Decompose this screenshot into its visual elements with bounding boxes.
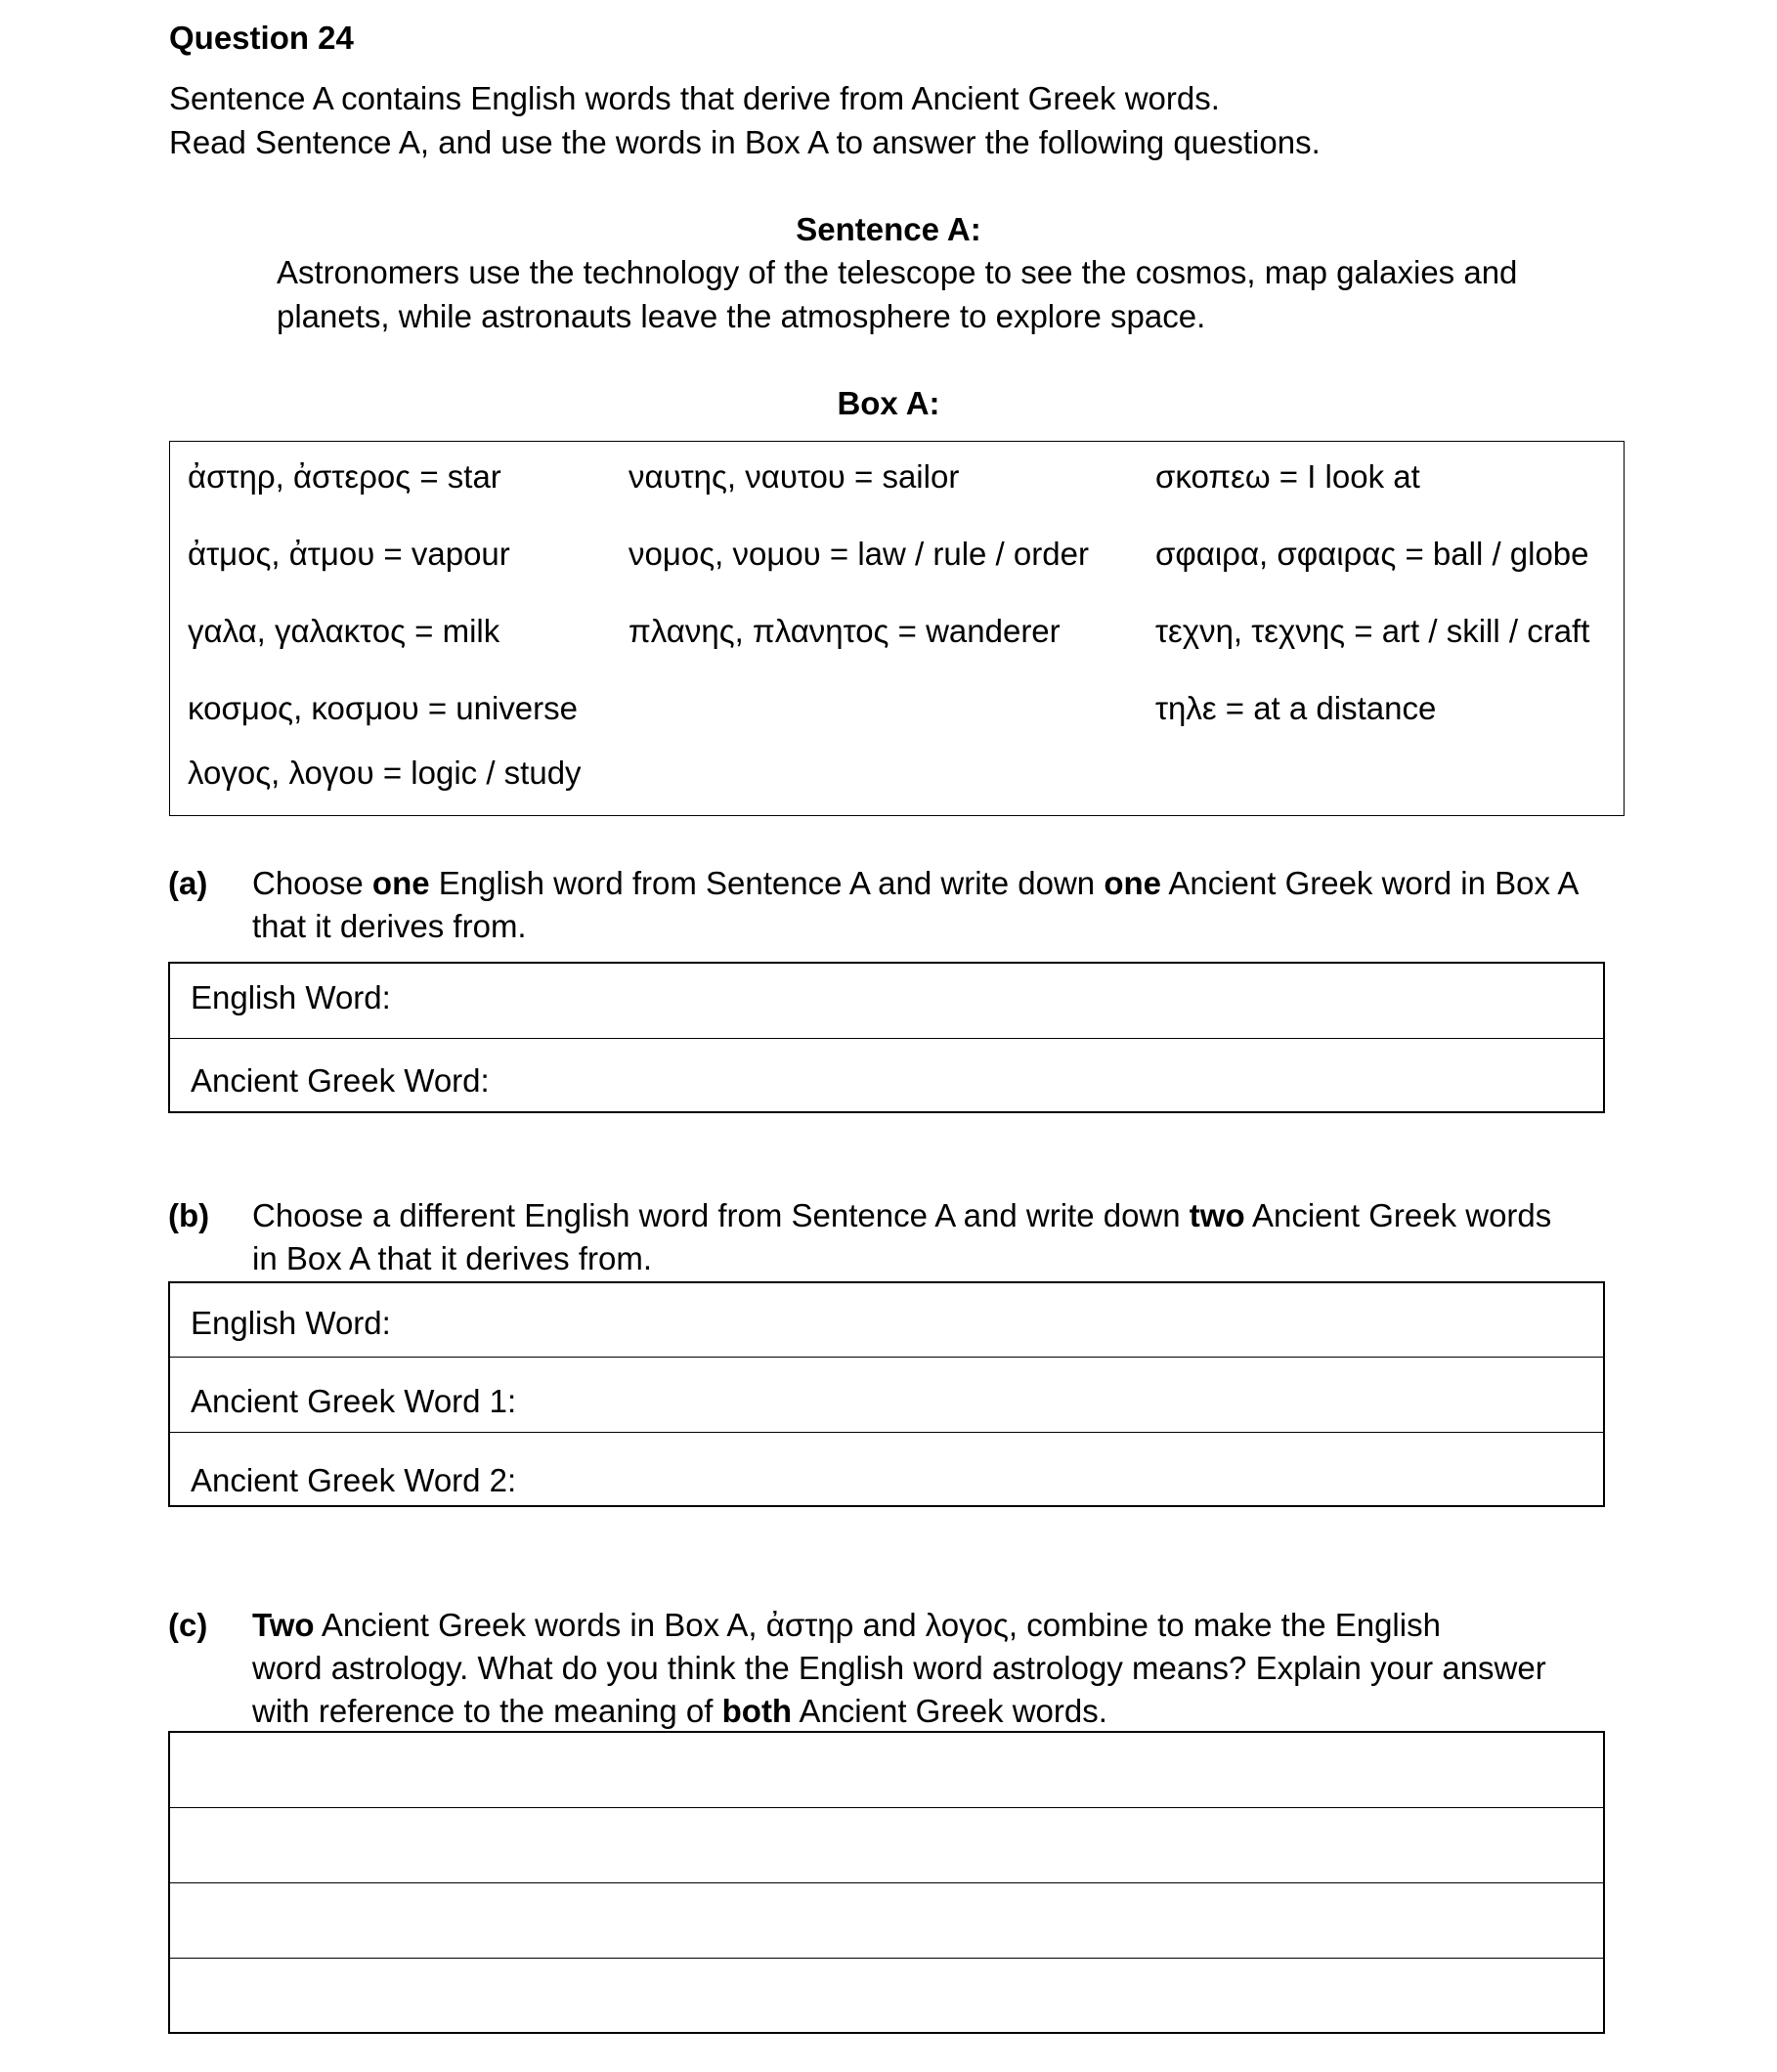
part-b-english-word-row[interactable] xyxy=(170,1283,1603,1358)
field-label: English Word: xyxy=(191,979,391,1015)
part-c-answer-line[interactable] xyxy=(170,1808,1603,1883)
part-b-prompt-line-1 xyxy=(252,1193,1551,1237)
part-a-english-word-row[interactable] xyxy=(170,964,1603,1039)
part-b-text: Ancient Greek words xyxy=(1244,1197,1552,1233)
field-label: English Word: xyxy=(191,1305,391,1341)
intro-line-2: Read Sentence A, and use the words in Box A to answer the following questions. xyxy=(169,124,1321,160)
part-a-greek-word-row[interactable] xyxy=(170,1039,1603,1110)
part-a-text: English word from Sentence A and write down xyxy=(429,865,1105,901)
field-label: Ancient Greek Word 1: xyxy=(191,1383,517,1419)
part-b-answer-box xyxy=(168,1281,1605,1507)
vocab-entry: νομος, νομου = law / rule / order xyxy=(628,536,1089,572)
part-c-prompt-line-1 xyxy=(252,1603,1441,1647)
part-a-text: Choose xyxy=(252,865,372,901)
part-b-greek-word-1-row[interactable] xyxy=(170,1358,1603,1433)
sentence-a-line-2: planets, while astronauts leave the atmosphere to explore space. xyxy=(277,298,1206,334)
part-c-emphasis: Two xyxy=(252,1607,315,1643)
part-a-emphasis: one xyxy=(371,865,430,901)
vocab-entry: ἀστηρ, ἀστερος = star xyxy=(188,458,501,495)
vocab-entry: ἀτμος, ἀτμου = vapour xyxy=(188,536,510,572)
part-c-answer-line[interactable] xyxy=(170,1959,1603,2031)
part-c-prompt-line-3 xyxy=(252,1689,1107,1733)
part-c-text: Ancient Greek words. xyxy=(792,1693,1107,1729)
part-c-prompt-line-2: word astrology. What do you think the English word astrology means? Explain your answer xyxy=(252,1650,1546,1686)
vocab-entry: σκοπεω = I look at xyxy=(1155,458,1420,495)
part-b-greek-word-2-row[interactable] xyxy=(170,1433,1603,1504)
part-b-emphasis: two xyxy=(1189,1197,1245,1233)
box-a-vocabulary xyxy=(169,441,1625,816)
question-title: Question 24 xyxy=(169,20,354,56)
vocab-entry: λογος, λογου = logic / study xyxy=(188,755,582,791)
vocab-entry: γαλα, γαλακτος = milk xyxy=(188,613,500,649)
part-c-text: with reference to the meaning of xyxy=(252,1693,722,1729)
vocab-entry: κοσμος, κοσμου = universe xyxy=(188,690,578,726)
vocab-entry: πλανης, πλανητος = wanderer xyxy=(628,613,1061,649)
vocab-entry: τηλε = at a distance xyxy=(1155,690,1437,726)
part-a-label: (a) xyxy=(168,865,208,901)
part-a-prompt-line-2: that it derives from. xyxy=(252,908,527,944)
vocab-entry: σφαιρα, σφαιρας = ball / globe xyxy=(1155,536,1589,572)
part-b-text: Choose a different English word from Sentence A and write down xyxy=(252,1197,1190,1233)
part-a-emphasis: one xyxy=(1104,865,1161,901)
sentence-a-line-1: Astronomers use the technology of the telescope to see the cosmos, map galaxies and xyxy=(277,254,1518,290)
part-b-label: (b) xyxy=(168,1197,210,1233)
part-c-emphasis: both xyxy=(721,1693,793,1729)
intro-line-1: Sentence A contains English words that derive from Ancient Greek words. xyxy=(169,80,1220,116)
field-label: Ancient Greek Word: xyxy=(191,1062,490,1099)
part-c-answer-line[interactable] xyxy=(170,1883,1603,1959)
field-label: Ancient Greek Word 2: xyxy=(191,1462,517,1498)
part-c-text: Ancient Greek words in Box A, ἀστηρ and λογος, combine to make the English xyxy=(314,1607,1441,1643)
sentence-a-heading: Sentence A: xyxy=(796,211,981,247)
part-c-answer-line[interactable] xyxy=(170,1733,1603,1808)
vocab-entry: τεχνη, τεχνης = art / skill / craft xyxy=(1155,613,1590,649)
part-c-label: (c) xyxy=(168,1607,208,1643)
part-a-prompt-line-1 xyxy=(252,861,1579,905)
part-c-answer-box xyxy=(168,1731,1605,2034)
part-a-text: Ancient Greek word in Box A xyxy=(1160,865,1580,901)
sentence-a-text xyxy=(277,250,1517,338)
part-a-answer-box xyxy=(168,962,1605,1113)
part-b-prompt-line-2: in Box A that it derives from. xyxy=(252,1240,653,1276)
vocab-entry: ναυτης, ναυτου = sailor xyxy=(628,458,960,495)
question-intro xyxy=(169,76,1321,164)
box-a-heading: Box A: xyxy=(837,385,940,421)
